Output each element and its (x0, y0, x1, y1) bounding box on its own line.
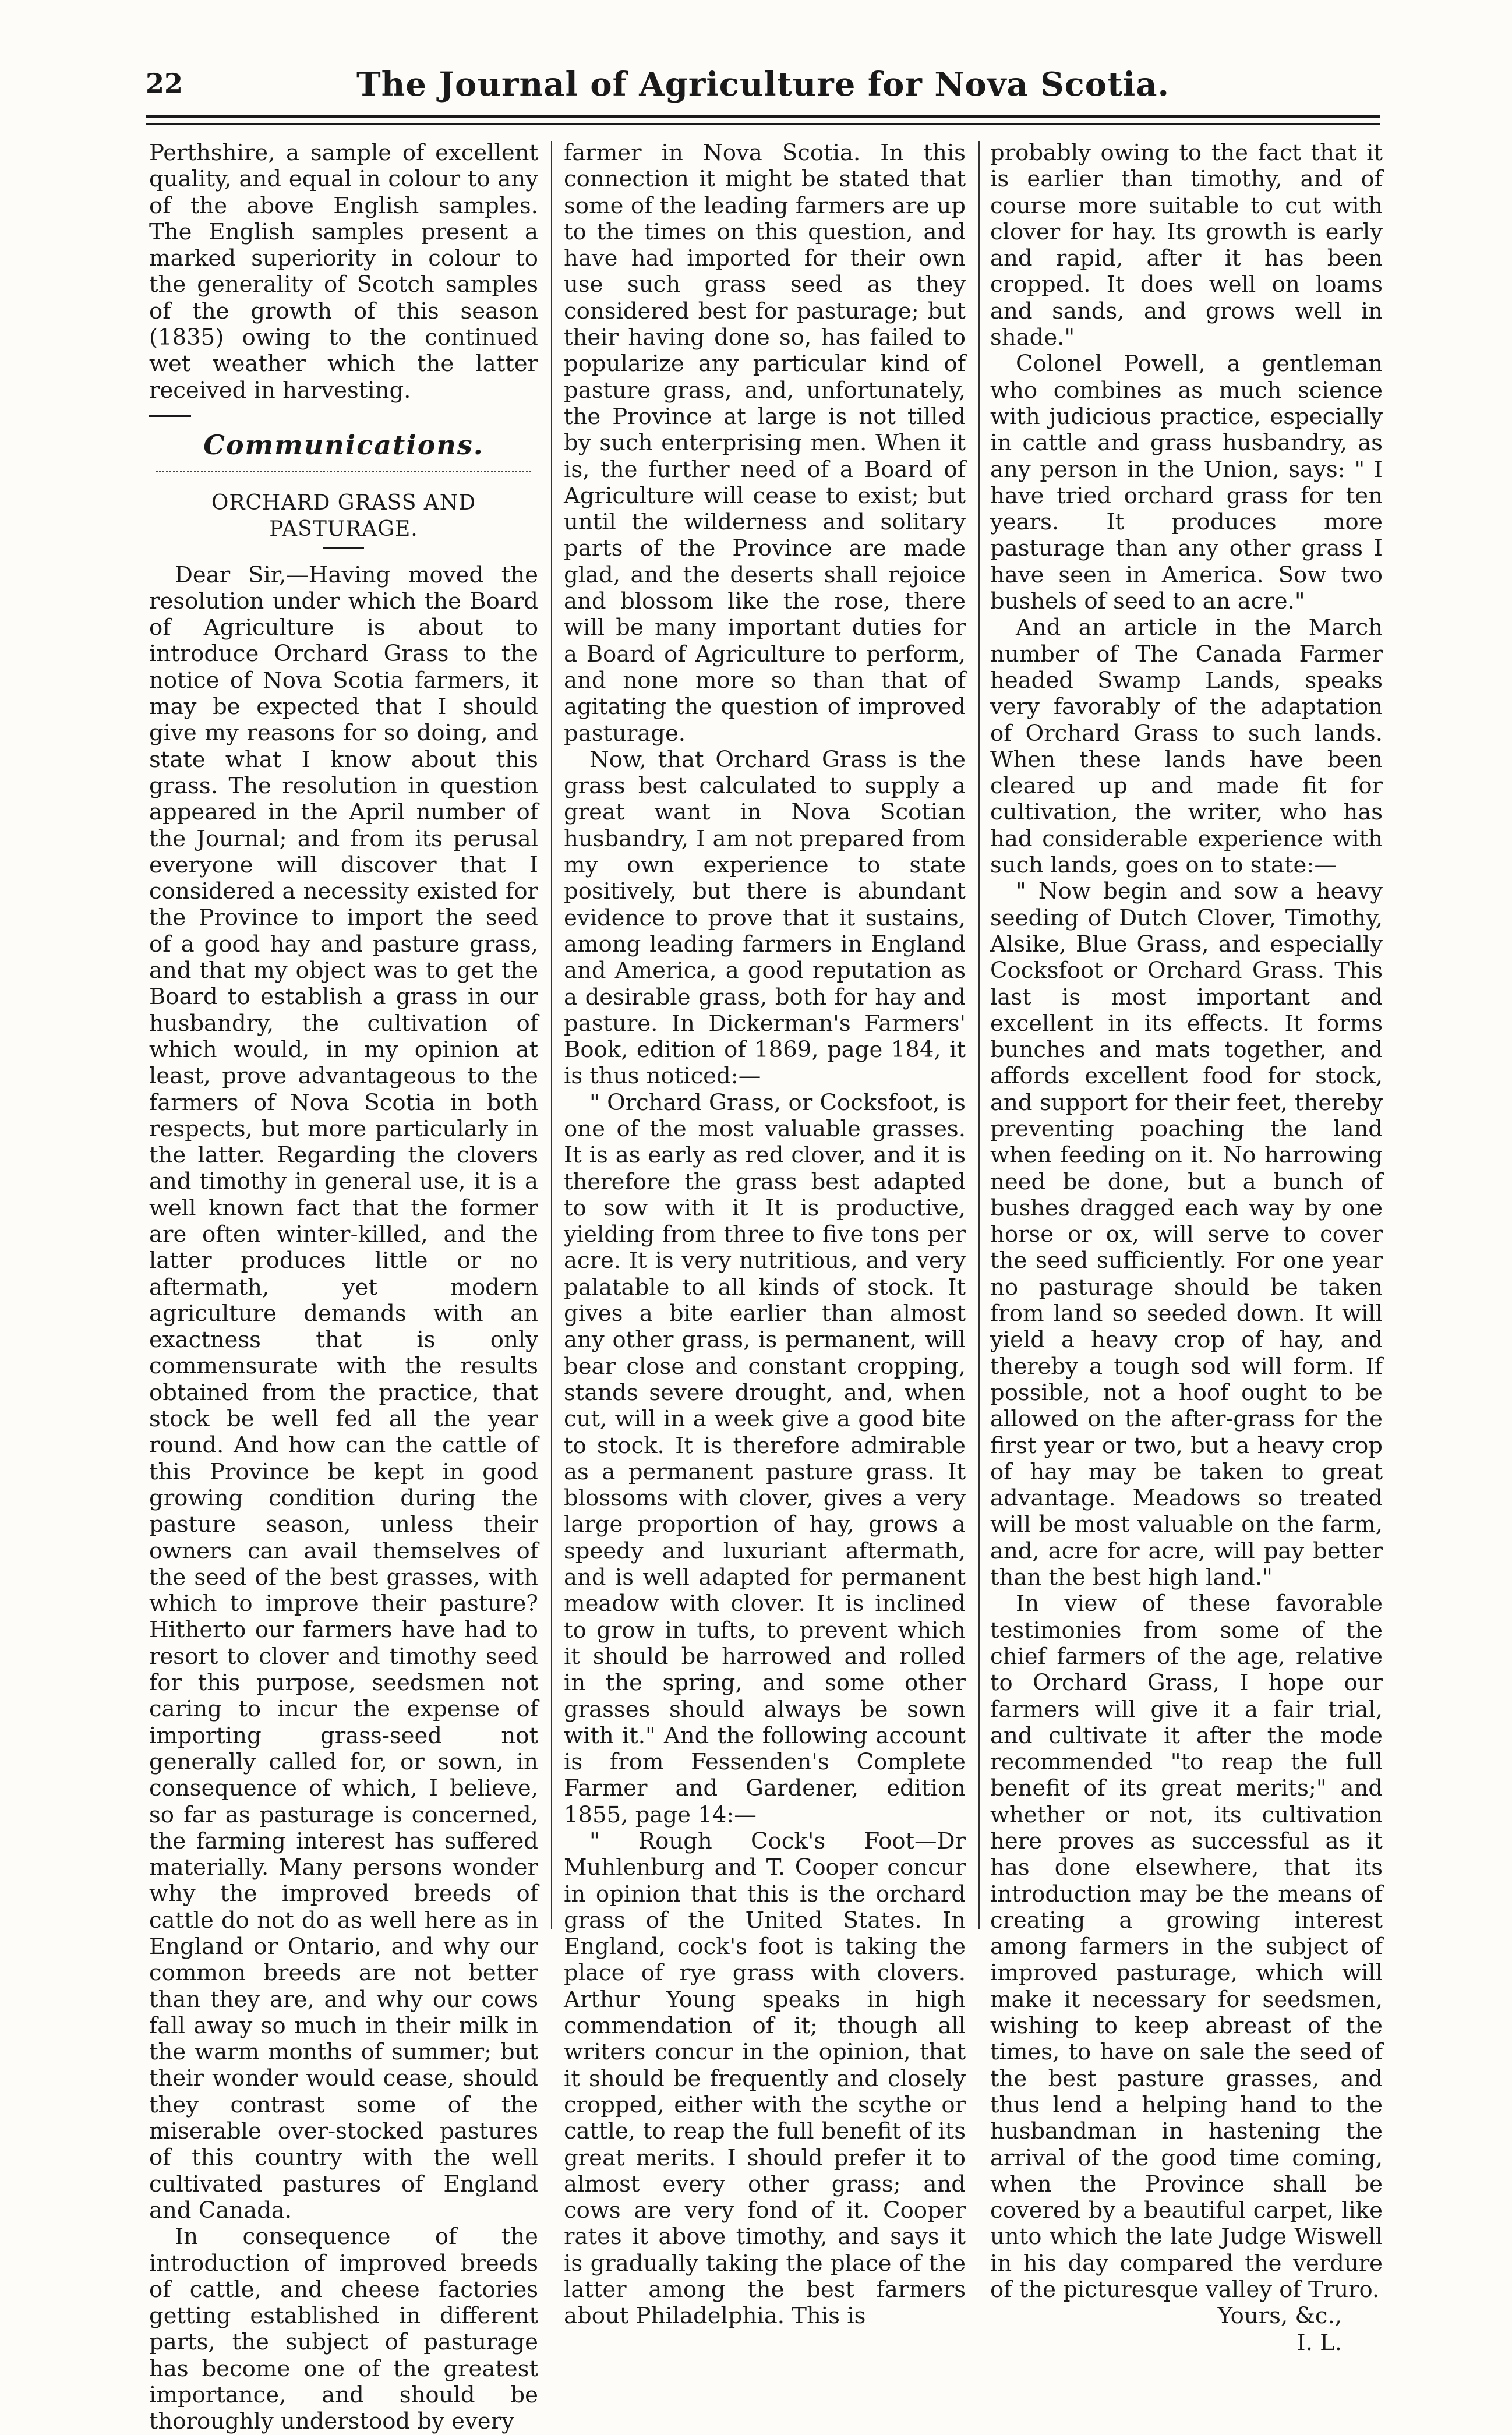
paragraph: Dear Sir,—Having moved the resolution under which the Board of Agriculture is about to introduce Orchard Grass to the notice of Nova Scotia farmers, it may be expected that I should give my reasons for so doing, and state what I know about this grass. The resolution in question appeared in the April number of the Journal; and from its perusal everyone will discover that I considered a necessity existed for the Province to import the seed of a good hay and pasture grass, and that my object was to get the Board to establish a grass in our husbandry, the cultivation of which would, in my opinion at least, prove advantageous to the farmers of Nova Scotia in both respects, but more particularly in the latter. Regarding the clovers and timothy in general use, it is a well known fact that the former are often winter-killed, and the latter produces little or no aftermath, yet modern agriculture demands with an exactness that is only commensurate with the results obtained from the practice, that stock be well fed all the year round. And how can the cattle of this Province be kept in good growing condition during the pasture season, unless their owners can avail themselves of the seed of the best grasses, with which to improve their pasture? Hitherto our farmers have had to resort to clover and timothy seed for this purpose, seedsmen not caring to incur the expense of importing grass-seed not generally called for, or sown, in consequence of which, I believe, so far as pasturage is concerned, the farming interest has suffered materially. Many persons wonder why the improved breeds of cattle do not do as well here as in England or Ontario, and why our common breeds are not better than they are, and why our cows fall away so much in their milk in the warm months of summer; but their wonder would cease, should they contrast some of the miserable over-stocked pastures of this country with the well cultivated pastures of England and Canada. (149, 561, 538, 2224)
paragraph: And an article in the March number of The Canada Farmer headed Swamp Lands, speaks very favorably of the adaptation of Orchard Grass to such lands. When these lands have been cleared up and made fit for cultivation, the writer, who has had considerable experience with such lands, goes on to state:— (990, 614, 1383, 879)
header-rule-thick (146, 115, 1380, 118)
column-divider (978, 141, 980, 1929)
closing: Yours, &c., (1217, 2303, 1342, 2330)
page-header (146, 65, 1380, 112)
quotation-paragraph: " Rough Cock's Foot—Dr Muhlenburg and T. Cooper concur in opinion that this is the orchard grass of the United States. In England, cock's foot is taking the place of rye grass with clovers. Arthur Young speaks in high commendation of it; though all writers concur in the opinion, that it should be frequently and closely cropped, either with the scythe or cattle, to reap the full benefit of its great merits. I should prefer it to almost every other grass; and cows are very fond of it. Cooper rates it above timothy, and says it is gradually taking the place of the latter among the best farmers about Philadelphia. This is (564, 1828, 966, 2330)
signature: I. L. (1296, 2329, 1342, 2356)
page-number: 22 (146, 68, 183, 99)
column-right (990, 140, 1383, 2356)
header-rule-thin (146, 123, 1380, 125)
dotted-rule (156, 471, 531, 472)
paragraph: In consequence of the introduction of improved breeds of cattle, and cheese factories getting established in different parts, the subject of pasturage has become one of the greatest importance, and should be thoroughly understood by every (149, 2224, 538, 2435)
section-divider (149, 415, 191, 417)
journal-title: The Journal of Agriculture for Nova Scotia. (356, 65, 1170, 104)
column-left (149, 140, 538, 2435)
quotation-paragraph: " Now begin and sow a heavy seeding of Dutch Clover, Timothy, Alsike, Blue Grass, and especially Cocksfoot or Orchard Grass. This last is most important and excellent in its effects. It forms bunches and mats together, and affords excellent food for stock, and support for their feet, thereby preventing poaching the land when feeding on it. No harrowing need be done, but a bunch of bushes dragged each way by one horse or ox, will serve to cover the seed sufficiently. For one year no pasturage should be taken from land so seeded down. It will yield a heavy crop of hay, and thereby a tough sod will form. If possible, not a hoof ought to be allowed on the after-grass for the first year or two, but a heavy crop of hay may be taken to great advantage. Meadows so treated will be most valuable on the farm, and, acre for acre, will pay better than the best high land." (990, 878, 1383, 1591)
paragraph: Now, that Orchard Grass is the grass best calculated to supply a great want in Nova Scotian husbandry, I am not prepared from my own experience to state positively, but there is abundant evidence to prove that it sustains, among leading farmers in England and America, a good reputation as a desirable grass, both for hay and pasture. In Dickerman's Farmers' Book, edition of 1869, page 184, it is thus noticed:— (564, 746, 966, 1090)
column-divider (551, 141, 552, 1929)
quotation-paragraph: " Orchard Grass, or Cocksfoot, is one of the most valuable grasses. It is as early as red clover, and it is therefore the grass best adapted to sow with it It is productive, yielding from three to five tons per acre. It is very nutritious, and very palatable to all kinds of stock. It gives a bite earlier than almost any other grass, is permanent, will bear close and constant cropping, stands severe drought, and, when cut, will in a week give a good bite to stock. It is therefore admirable as a permanent pasture grass. It blossoms with clover, gives a very large proportion of hay, grows a speedy and luxuriant aftermath, and is well adapted for permanent meadow with clover. It is inclined to grow in tufts, to prevent which it should be harrowed and rolled in the spring, and some other grasses should always be sown with it." And the following account is from Fessenden's Complete Farmer and Gardener, edition 1855, page 14:— (564, 1089, 966, 1828)
title-rule (323, 547, 364, 549)
column-middle (564, 140, 966, 2330)
paragraph: farmer in Nova Scotia. In this connection it might be stated that some of the leading farmers are up to the times on this question, and have had imported for their own use such grass seed as they considered best for pasturage; but their having done so, has failed to popularize any particular kind of pasture grass, and, unfortunately, the Province at large is not tilled by such enterprising men. When it is, the further need of a Board of Agriculture will cease to exist; but until the wilderness and solitary parts of the Province are made glad, and the deserts shall rejoice and blossom like the rose, there will be many important duties for a Board of Agriculture to perform, and none more so than that of agitating the question of improved pasturage. (564, 140, 966, 747)
paragraph: Perthshire, a sample of excellent quality, and equal in colour to any of the above English samples. The English samples present a marked superiority in colour to the generality of Scotch samples of the growth of this season (1835) owing to the continued wet weather which the latter received in harvesting. (149, 140, 538, 404)
section-heading: Communications. (203, 429, 484, 461)
article-title: ORCHARD GRASS AND PASTURAGE. (211, 490, 476, 542)
paragraph: Colonel Powell, a gentleman who combines as much science with judicious practice, especially in cattle and grass husbandry, as any person in the Union, says: " I have tried orchard grass for ten years. It produces more pasturage than any other grass I have seen in America. Sow two bushels of seed to an acre." (990, 351, 1383, 615)
paragraph: In view of these favorable testimonies from some of the chief farmers of the age, relative to Orchard Grass, I hope our farmers will give it a fair trial, and cultivate it after the mode recommended "to reap the full benefit of its great merits;" and whether or not, its cultivation here proves as successful as it has done elsewhere, that its introduction may be the means of creating a growing interest among farmers in the subject of improved pasturage, which will make it necessary for seedsmen, wishing to keep abreast of the times, to have on sale the seed of the best pasture grasses, and thus lend a helping hand to the husbandman in hastening the arrival of the good time coming, when the Province shall be covered by a beautiful carpet, like unto which the late Judge Wiswell in his day compared the verdure of the picturesque valley of Truro. (990, 1591, 1383, 2303)
paragraph: probably owing to the fact that it is earlier than timothy, and of course more suitable to cut with clover for hay. Its growth is early and rapid, after it has been cropped. It does well on loams and sands, and grows well in shade." (990, 140, 1383, 351)
